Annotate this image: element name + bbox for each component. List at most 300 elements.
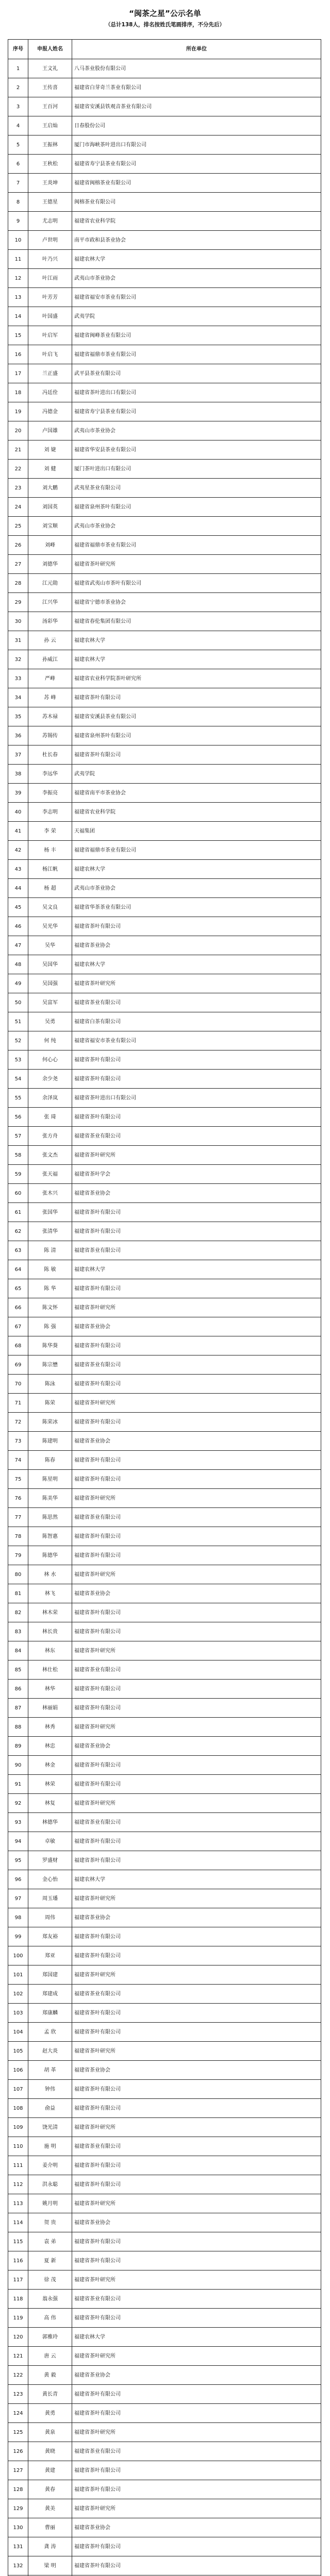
row-number-cell: 95: [8, 1851, 28, 1870]
row-number-cell: 12: [8, 269, 28, 288]
page-title: “闽茶之星”公示名单: [129, 9, 201, 18]
table-row: [8, 2556, 321, 2575]
row-number-cell: 103: [8, 2004, 28, 2023]
row-number-cell: 17: [8, 364, 28, 383]
row-number-cell: 115: [8, 2232, 28, 2251]
row-org-cell: 福建省茶叶有限公司: [72, 1050, 321, 1070]
row-number-cell: 79: [8, 1546, 28, 1565]
row-name-cell: 余少尧: [28, 1070, 72, 1089]
row-name-cell: 刘峰: [28, 536, 72, 555]
row-number-cell: 49: [8, 974, 28, 993]
table-row: [8, 1584, 321, 1603]
table-row: [8, 1737, 321, 1756]
row-number-cell: 37: [8, 745, 28, 765]
row-number-cell: 80: [8, 1565, 28, 1584]
table-row: [8, 1889, 321, 1908]
row-org-cell: 福建省茶业有限公司: [72, 1241, 321, 1260]
table-row: [8, 803, 321, 822]
row-org-cell: 福建省茶叶有限公司: [72, 1222, 321, 1241]
table-row: [8, 2309, 321, 2328]
row-org-cell: 福建省泉州茶叶有限公司: [72, 726, 321, 745]
row-number-cell: 87: [8, 1699, 28, 1718]
row-number-cell: 21: [8, 440, 28, 460]
row-name-cell: 黄泉: [28, 2423, 72, 2442]
row-number-cell: 62: [8, 1222, 28, 1241]
row-org-cell: 福建省茶叶有限公司: [72, 917, 321, 936]
row-number-cell: 110: [8, 2137, 28, 2156]
row-org-cell: 福建省茶业有限公司: [72, 993, 321, 1012]
table-row: [8, 1660, 321, 1680]
row-name-cell: 俞益: [28, 2099, 72, 2118]
row-org-cell: 福建省茶叶进出口有限公司: [72, 1089, 321, 1108]
row-name-cell: 陈美华: [28, 1489, 72, 1508]
row-number-cell: 88: [8, 1718, 28, 1737]
row-name-cell: 江元勋: [28, 574, 72, 593]
row-org-cell: 福建省福安市茶业有限公司: [72, 288, 321, 307]
table-row: [8, 2328, 321, 2347]
row-number-cell: 106: [8, 2061, 28, 2080]
row-name-cell: 杨 丰: [28, 841, 72, 860]
table-row: [8, 1432, 321, 1451]
row-number-cell: 85: [8, 1660, 28, 1680]
row-org-cell: 福建省茶叶有限公司: [72, 2461, 321, 2480]
row-name-cell: 叶江雨: [28, 269, 72, 288]
row-name-cell: 吴勇: [28, 1012, 72, 1031]
table-row: [8, 1870, 321, 1889]
row-name-cell: 张天福: [28, 1165, 72, 1184]
row-number-cell: 118: [8, 2290, 28, 2309]
row-org-cell: 福建省茶叶有限公司: [72, 688, 321, 707]
row-number-cell: 32: [8, 650, 28, 669]
table-row: [8, 2442, 321, 2461]
row-number-cell: 131: [8, 2537, 28, 2556]
table-row: [8, 1470, 321, 1489]
row-number-cell: 33: [8, 669, 28, 688]
row-org-cell: 武夷星茶业有限公司: [72, 479, 321, 498]
row-number-cell: 2: [8, 78, 28, 97]
row-name-cell: 林荣: [28, 1775, 72, 1794]
table-row: [8, 59, 321, 78]
row-number-cell: 1: [8, 59, 28, 78]
row-name-cell: 陈春: [28, 1451, 72, 1470]
row-number-cell: 117: [8, 2270, 28, 2290]
table-row: [8, 193, 321, 212]
row-org-cell: 福建省茶叶有限公司: [72, 1470, 321, 1489]
table-row: [8, 479, 321, 498]
row-name-cell: 卓敏: [28, 1832, 72, 1851]
table-row: [8, 2290, 321, 2309]
row-name-cell: 林仕松: [28, 1660, 72, 1680]
row-org-cell: 福建省安溪县茶业有限公司: [72, 707, 321, 726]
row-number-cell: 22: [8, 460, 28, 479]
table-row: [8, 2232, 321, 2251]
table-row: [8, 1718, 321, 1737]
row-number-cell: 60: [8, 1184, 28, 1203]
row-org-cell: 福建省茶叶研究所: [72, 1718, 321, 1737]
row-org-cell: 福建省茶叶研究所: [72, 1489, 321, 1508]
row-number-cell: 6: [8, 155, 28, 174]
row-name-cell: 叶乃兴: [28, 250, 72, 269]
row-org-cell: 日春股份公司: [72, 116, 321, 135]
row-org-cell: 福建省茶叶研究所: [72, 1965, 321, 1985]
table-row: [8, 1355, 321, 1375]
table-row: [8, 364, 321, 383]
row-name-cell: 张方舟: [28, 1127, 72, 1146]
row-org-cell: 福建省茶叶学会: [72, 1165, 321, 1184]
row-number-cell: 11: [8, 250, 28, 269]
row-name-cell: 王启灿: [28, 116, 72, 135]
row-name-cell: 高 伟: [28, 2309, 72, 2328]
row-number-cell: 120: [8, 2328, 28, 2347]
row-org-cell: 福建省茶叶有限公司: [72, 745, 321, 765]
row-number-cell: 56: [8, 1108, 28, 1127]
row-name-cell: 刘德华: [28, 555, 72, 574]
table-row: [8, 2099, 321, 2118]
row-name-cell: 胡 革: [28, 2061, 72, 2080]
row-name-cell: 施 明: [28, 2137, 72, 2156]
row-org-cell: 福建省茶业协会: [72, 2366, 321, 2385]
row-number-cell: 77: [8, 1508, 28, 1527]
row-org-cell: 福建省白芽奇兰茶业有限公司: [72, 78, 321, 97]
row-number-cell: 128: [8, 2480, 28, 2499]
row-number-cell: 34: [8, 688, 28, 707]
table-row: [8, 2156, 321, 2175]
row-org-cell: 福建省茶叶研究所: [72, 2042, 321, 2061]
table-row: [8, 2385, 321, 2404]
table-row: [8, 1413, 321, 1432]
row-org-cell: 福建省寿宁县茶业有限公司: [72, 402, 321, 421]
row-name-cell: 郑康麟: [28, 2004, 72, 2023]
row-name-cell: 苏锡传: [28, 726, 72, 745]
row-number-cell: 3: [8, 97, 28, 116]
row-org-cell: 福建省茶叶研究所: [72, 2194, 321, 2213]
row-number-cell: 101: [8, 1965, 28, 1985]
row-org-cell: 福建省泉州茶叶有限公司: [72, 498, 321, 517]
row-org-cell: 天福集团: [72, 822, 321, 841]
row-org-cell: 福建省茶叶进出口有限公司: [72, 383, 321, 402]
row-number-cell: 25: [8, 517, 28, 536]
row-number-cell: 121: [8, 2347, 28, 2366]
row-org-cell: 福建省茶叶有限公司: [72, 1070, 321, 1089]
row-name-cell: 李远华: [28, 765, 72, 784]
row-number-cell: 39: [8, 784, 28, 803]
roster-table: [8, 39, 321, 2576]
table-row: [8, 1279, 321, 1298]
row-org-cell: 福建省茶叶有限公司: [72, 1775, 321, 1794]
row-org-cell: 福建省茶叶有限公司: [72, 1603, 321, 1622]
row-number-cell: 27: [8, 555, 28, 574]
row-number-cell: 81: [8, 1584, 28, 1603]
row-number-cell: 83: [8, 1622, 28, 1641]
row-org-cell: 福建省茶叶研究所: [72, 1565, 321, 1584]
row-number-cell: 66: [8, 1298, 28, 1317]
table-row: [8, 2080, 321, 2099]
row-name-cell: 王秋松: [28, 155, 72, 174]
row-number-cell: 38: [8, 765, 28, 784]
row-org-cell: 武平县茶业有限公司: [72, 364, 321, 383]
row-name-cell: 叶国盛: [28, 307, 72, 326]
row-name-cell: 林长贵: [28, 1622, 72, 1641]
row-name-cell: 孙 云: [28, 631, 72, 650]
row-org-cell: 福建省闽峰茶业有限公司: [72, 326, 321, 345]
row-org-cell: 福建省茶业协会: [72, 936, 321, 955]
row-name-cell: 陈 敏: [28, 1260, 72, 1279]
row-org-cell: 福建省茶叶研究所: [72, 2423, 321, 2442]
row-name-cell: 饶光清: [28, 2118, 72, 2137]
row-number-cell: 40: [8, 803, 28, 822]
row-org-cell: 福建省茶叶研究所: [72, 1794, 321, 1813]
row-name-cell: 陈宗懋: [28, 1355, 72, 1375]
row-number-cell: 82: [8, 1603, 28, 1622]
row-name-cell: 李振亮: [28, 784, 72, 803]
row-org-cell: 福建省茶叶有限公司: [72, 1413, 321, 1432]
table-row: [8, 2537, 321, 2556]
row-number-cell: 90: [8, 1756, 28, 1775]
row-number-cell: 61: [8, 1203, 28, 1222]
row-org-cell: 福建省茶叶有限公司: [72, 2004, 321, 2023]
row-org-cell: 福建省茶业有限公司: [72, 2442, 321, 2461]
row-org-cell: 福建省茶叶有限公司: [72, 1832, 321, 1851]
header-no: 序号: [8, 40, 28, 59]
table-row: [8, 2023, 321, 2042]
row-name-cell: 黄 毅: [28, 2366, 72, 2385]
row-name-cell: 孟 欣: [28, 2023, 72, 2042]
row-org-cell: 福建省茶业有限公司: [72, 1508, 321, 1527]
table-row: [8, 1089, 321, 1108]
row-number-cell: 36: [8, 726, 28, 745]
row-org-cell: 福建省茶叶有限公司: [72, 1756, 321, 1775]
row-number-cell: 23: [8, 479, 28, 498]
row-org-cell: 福建省农业科学院: [72, 212, 321, 231]
row-number-cell: 105: [8, 2042, 28, 2061]
table-row: [8, 974, 321, 993]
table-row: [8, 2175, 321, 2194]
table-row: [8, 612, 321, 631]
row-name-cell: 孙威江: [28, 650, 72, 669]
row-org-cell: 福建省茶叶有限公司: [72, 1375, 321, 1394]
row-number-cell: 19: [8, 402, 28, 421]
row-org-cell: 福建省茶叶研究所: [72, 1889, 321, 1908]
row-org-cell: 福建省茶叶有限公司: [72, 1108, 321, 1127]
row-org-cell: 福建省茶叶研究所: [72, 2347, 321, 2366]
table-row: [8, 1070, 321, 1089]
table-row: [8, 402, 321, 421]
row-org-cell: 福建省茶叶有限公司: [72, 2175, 321, 2194]
row-number-cell: 67: [8, 1317, 28, 1336]
row-org-cell: 福建农林大学: [72, 650, 321, 669]
table-row: [8, 1394, 321, 1413]
table-row: [8, 2461, 321, 2480]
row-org-cell: 福建农林大学: [72, 955, 321, 974]
table-row: [8, 269, 321, 288]
row-name-cell: 徐 茂: [28, 2270, 72, 2290]
row-org-cell: 福建省华安县茶业有限公司: [72, 440, 321, 460]
row-org-cell: 福建省茶叶有限公司: [72, 2099, 321, 2118]
table-row: [8, 97, 321, 116]
table-row: [8, 1375, 321, 1394]
row-name-cell: 陈泳: [28, 1375, 72, 1394]
row-number-cell: 99: [8, 1927, 28, 1946]
row-org-cell: 福建省农业科学院茶叶研究所: [72, 669, 321, 688]
row-org-cell: 福建省茶叶有限公司: [72, 2385, 321, 2404]
row-number-cell: 75: [8, 1470, 28, 1489]
row-number-cell: 78: [8, 1527, 28, 1546]
row-org-cell: 福建省茶业协会: [72, 2213, 321, 2232]
row-name-cell: 汤彩华: [28, 612, 72, 631]
row-org-cell: 福建省茶业有限公司: [72, 1127, 321, 1146]
row-org-cell: 福建省春伦集团有限公司: [72, 612, 321, 631]
row-number-cell: 130: [8, 2518, 28, 2537]
row-org-cell: 福建省茶叶研究所: [72, 974, 321, 993]
row-name-cell: 叶启飞: [28, 345, 72, 364]
row-org-cell: 福建省福安市茶业有限公司: [72, 1031, 321, 1050]
table-row: [8, 1680, 321, 1699]
row-number-cell: 51: [8, 1012, 28, 1031]
row-number-cell: 73: [8, 1432, 28, 1451]
row-name-cell: 陈星明: [28, 1470, 72, 1489]
row-number-cell: 5: [8, 135, 28, 155]
row-org-cell: 武夷山市茶业协会: [72, 879, 321, 898]
row-org-cell: 福建省茶业协会: [72, 1584, 321, 1603]
row-number-cell: 69: [8, 1355, 28, 1375]
row-name-cell: 赵大炎: [28, 2042, 72, 2061]
table-row: [8, 822, 321, 841]
row-name-cell: 陈华葵: [28, 1336, 72, 1355]
row-number-cell: 45: [8, 898, 28, 917]
row-org-cell: 福建省茶叶研究所: [72, 555, 321, 574]
row-number-cell: 74: [8, 1451, 28, 1470]
row-org-cell: 福建农林大学: [72, 860, 321, 879]
row-org-cell: 福建省茶业协会: [72, 1432, 321, 1451]
table-row: [8, 726, 321, 745]
row-number-cell: 29: [8, 593, 28, 612]
row-number-cell: 68: [8, 1336, 28, 1355]
row-name-cell: 林秀: [28, 1718, 72, 1737]
row-number-cell: 20: [8, 421, 28, 440]
table-row: [8, 2499, 321, 2518]
row-number-cell: 63: [8, 1241, 28, 1260]
row-org-cell: 福建省茶叶有限公司: [72, 1851, 321, 1870]
table-row: [8, 1699, 321, 1718]
row-org-cell: 福建省安溪县铁观音茶业有限公司: [72, 97, 321, 116]
row-number-cell: 91: [8, 1775, 28, 1794]
row-number-cell: 125: [8, 2423, 28, 2442]
row-org-cell: 福建农林大学: [72, 1260, 321, 1279]
row-org-cell: 武夷学院: [72, 765, 321, 784]
table-row: [8, 116, 321, 135]
row-number-cell: 46: [8, 917, 28, 936]
row-name-cell: 陈思然: [28, 1508, 72, 1527]
table-row: [8, 1050, 321, 1070]
row-name-cell: 陈 清: [28, 1241, 72, 1260]
table-row: [8, 1851, 321, 1870]
table-row: [8, 2518, 321, 2537]
table-row: [8, 917, 321, 936]
row-org-cell: 福建省茶叶研究所: [72, 1641, 321, 1660]
row-name-cell: 何 纯: [28, 1031, 72, 1050]
row-number-cell: 13: [8, 288, 28, 307]
row-name-cell: 郑建成: [28, 1985, 72, 2004]
row-number-cell: 119: [8, 2309, 28, 2328]
table-row: [8, 1146, 321, 1165]
table-row: [8, 2118, 321, 2137]
table-row: [8, 2270, 321, 2290]
row-number-cell: 30: [8, 612, 28, 631]
row-name-cell: 张国华: [28, 1203, 72, 1222]
row-number-cell: 86: [8, 1680, 28, 1699]
table-row: [8, 669, 321, 688]
row-org-cell: 闽榕茶业有限公司: [72, 193, 321, 212]
row-name-cell: 李志明: [28, 803, 72, 822]
row-name-cell: 江兴华: [28, 593, 72, 612]
row-org-cell: 福建省茶叶有限公司: [72, 1680, 321, 1699]
row-name-cell: 黄建: [28, 2461, 72, 2480]
row-org-cell: 福建省福鼎市茶业有限公司: [72, 841, 321, 860]
table-row: [8, 1756, 321, 1775]
row-number-cell: 54: [8, 1070, 28, 1089]
row-number-cell: 116: [8, 2251, 28, 2270]
row-name-cell: 陈 强: [28, 1317, 72, 1336]
table-row: [8, 574, 321, 593]
row-name-cell: 张 琦: [28, 1108, 72, 1127]
row-name-cell: 刘大鹏: [28, 479, 72, 498]
row-name-cell: 叶芳芳: [28, 288, 72, 307]
table-row: [8, 1260, 321, 1279]
row-name-cell: 林德华: [28, 1813, 72, 1832]
row-number-cell: 93: [8, 1813, 28, 1832]
row-name-cell: 吴富军: [28, 993, 72, 1012]
row-org-cell: 福建省茶叶有限公司: [72, 1622, 321, 1641]
row-name-cell: 梁 明: [28, 2556, 72, 2575]
row-name-cell: 王文礼: [28, 59, 72, 78]
row-name-cell: 苏 峰: [28, 688, 72, 707]
row-name-cell: 林丽娟: [28, 1699, 72, 1718]
row-name-cell: 林 水: [28, 1565, 72, 1584]
row-org-cell: 福建省茶业有限公司: [72, 1985, 321, 2004]
row-org-cell: 福建省茶业协会: [72, 2518, 321, 2537]
row-org-cell: 福建农林大学: [72, 631, 321, 650]
table-row: [8, 1127, 321, 1146]
row-number-cell: 57: [8, 1127, 28, 1146]
row-number-cell: 92: [8, 1794, 28, 1813]
row-name-cell: 兰正盛: [28, 364, 72, 383]
row-org-cell: 武夷山市茶业协会: [72, 269, 321, 288]
row-number-cell: 16: [8, 345, 28, 364]
row-org-cell: 八马茶业股份有限公司: [72, 59, 321, 78]
table-row: [8, 631, 321, 650]
row-org-cell: 福建省茶叶研究所: [72, 2270, 321, 2290]
row-org-cell: 福建省茶叶有限公司: [72, 2232, 321, 2251]
row-name-cell: 何心心: [28, 1050, 72, 1070]
row-number-cell: 123: [8, 2385, 28, 2404]
row-name-cell: 吴国华: [28, 955, 72, 974]
table-row: [8, 1641, 321, 1660]
header-org: 所在单位: [72, 40, 321, 59]
table-row: [8, 1813, 321, 1832]
row-org-cell: 福建省茶叶有限公司: [72, 1699, 321, 1718]
row-number-cell: 14: [8, 307, 28, 326]
table-row: [8, 2366, 321, 2385]
row-number-cell: 24: [8, 498, 28, 517]
table-row: [8, 2404, 321, 2423]
row-number-cell: 108: [8, 2099, 28, 2118]
table-row: [8, 841, 321, 860]
row-org-cell: 福建省茶叶研究所: [72, 2499, 321, 2518]
row-number-cell: 122: [8, 2366, 28, 2385]
header-name: 申报人姓名: [28, 40, 72, 59]
row-name-cell: 刘宝顺: [28, 517, 72, 536]
row-number-cell: 94: [8, 1832, 28, 1851]
